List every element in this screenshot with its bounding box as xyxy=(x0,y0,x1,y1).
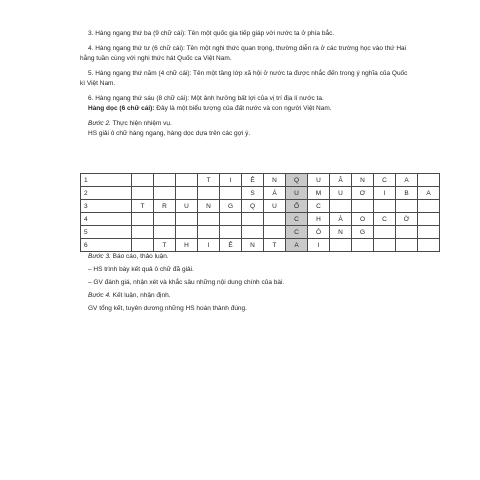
grid-row xyxy=(81,187,440,200)
grid-cell: N xyxy=(264,174,286,187)
grid-cell: A xyxy=(418,187,440,200)
clue-row-3: 3. Hàng ngang thứ ba (9 chữ cái): Tên một quốc gia tiếp giáp với nước ta ở phía bắc. xyxy=(88,30,335,37)
grid-cell: I xyxy=(374,187,396,200)
step-3-item-2: – GV đánh giá, nhận xét và khắc sâu những nội dung chính của bài. xyxy=(88,279,285,286)
grid-cell: B xyxy=(396,187,418,200)
grid-cell xyxy=(198,226,220,239)
grid-cell: Q xyxy=(242,200,264,213)
grid-cell: U xyxy=(308,174,330,187)
step-3-text: Báo cáo, thảo luận. xyxy=(110,253,169,260)
grid-cell: C xyxy=(286,226,308,239)
grid-cell: S xyxy=(242,187,264,200)
grid-cell: N xyxy=(330,226,352,239)
grid-cell: G xyxy=(352,226,374,239)
grid-cell: C xyxy=(374,174,396,187)
grid-cell xyxy=(352,200,374,213)
grid-cell xyxy=(352,239,374,252)
grid-cell xyxy=(132,187,154,200)
grid-cell xyxy=(198,187,220,200)
grid-cell: N xyxy=(242,239,264,252)
step-4-text: Kết luận, nhận định. xyxy=(110,292,171,299)
grid-row xyxy=(81,200,440,213)
step-3-label: Bước 3. xyxy=(88,253,111,260)
grid-cell: R xyxy=(154,200,176,213)
grid-cell: I xyxy=(308,239,330,252)
grid-cell xyxy=(220,226,242,239)
grid-cell xyxy=(264,226,286,239)
grid-cell: U xyxy=(264,200,286,213)
grid-cell xyxy=(132,213,154,226)
grid-row-number: 2 xyxy=(81,187,132,200)
grid-cell xyxy=(154,226,176,239)
step-4-label: Bước 4. xyxy=(88,292,111,299)
grid-cell: I xyxy=(220,174,242,187)
grid-cell xyxy=(176,174,198,187)
grid-cell xyxy=(396,200,418,213)
grid-intro: HS giải ô chữ hàng ngang, hàng dọc dựa trên các gợi ý. xyxy=(88,130,251,137)
grid-row-number: 5 xyxy=(81,226,132,239)
grid-cell xyxy=(176,187,198,200)
grid-cell: Ô xyxy=(308,226,330,239)
grid-cell xyxy=(396,239,418,252)
grid-row-number: 3 xyxy=(81,200,132,213)
grid-row xyxy=(81,226,440,239)
grid-cell xyxy=(154,187,176,200)
grid-cell: A xyxy=(286,239,308,252)
grid-row-number: 6 xyxy=(81,239,132,252)
grid-cell xyxy=(418,226,440,239)
grid-cell xyxy=(374,200,396,213)
grid-cell xyxy=(132,174,154,187)
grid-cell xyxy=(176,213,198,226)
grid-cell xyxy=(396,226,418,239)
clue-row-6: 6. Hàng ngang thứ sáu (8 chữ cái): Một ảnh hưởng bất lợi của vị trí địa lí nước ta. xyxy=(88,95,324,102)
grid-cell: T xyxy=(198,174,220,187)
clue-vertical xyxy=(80,104,410,114)
grid-cell: Á xyxy=(264,187,286,200)
instructions-block xyxy=(80,29,410,139)
grid-cell: Ờ xyxy=(396,213,418,226)
grid-cell xyxy=(220,213,242,226)
grid-row xyxy=(81,213,440,226)
step-4 xyxy=(80,291,410,301)
grid-cell xyxy=(330,239,352,252)
grid-row-number: 1 xyxy=(81,174,132,187)
grid-cell: C xyxy=(308,200,330,213)
grid-row xyxy=(81,174,440,187)
clue-vertical-label: Hàng dọc (6 chữ cái): xyxy=(88,105,155,112)
grid-cell: I xyxy=(198,239,220,252)
step-3-item-1: – HS trình bày kết quả ô chữ đã giải. xyxy=(88,266,194,273)
conclusion: GV tổng kết, tuyên dương những HS hoàn thành đúng. xyxy=(88,305,247,312)
grid-cell: U xyxy=(286,187,308,200)
clue-row-5: 5. Hàng ngang thứ năm (4 chữ cái): Tên một tầng lớp xã hội ở nước ta được nhắc đến trong ý nghĩa của Quốc kì Việt Nam. xyxy=(80,70,408,87)
grid-cell: À xyxy=(330,213,352,226)
grid-cell xyxy=(220,187,242,200)
grid-cell: H xyxy=(176,239,198,252)
grid-cell: N xyxy=(352,174,374,187)
grid-cell: C xyxy=(374,213,396,226)
grid-cell xyxy=(418,200,440,213)
grid-cell: U xyxy=(176,200,198,213)
step-3 xyxy=(80,252,410,262)
grid-cell: Ê xyxy=(242,174,264,187)
grid-row-number: 4 xyxy=(81,213,132,226)
grid-row xyxy=(81,239,440,252)
grid-cell: G xyxy=(220,200,242,213)
grid-cell: Ố xyxy=(286,200,308,213)
grid-cell xyxy=(198,213,220,226)
step-2-label: Bước 2. xyxy=(88,120,111,127)
grid-cell xyxy=(132,226,154,239)
grid-cell: T xyxy=(132,200,154,213)
grid-cell: M xyxy=(308,187,330,200)
grid-cell xyxy=(176,226,198,239)
grid-cell: U xyxy=(330,187,352,200)
grid-cell: N xyxy=(198,200,220,213)
clue-vertical-text: Đây là một biểu tượng của đất nước và con người Việt Nam. xyxy=(154,105,332,112)
grid-cell xyxy=(374,239,396,252)
grid-cell: H xyxy=(308,213,330,226)
grid-cell xyxy=(242,213,264,226)
grid-cell xyxy=(374,226,396,239)
grid-cell xyxy=(154,174,176,187)
after-block xyxy=(80,252,410,317)
grid-cell: Ơ xyxy=(352,187,374,200)
grid-cell: T xyxy=(154,239,176,252)
grid-cell xyxy=(242,226,264,239)
grid-cell xyxy=(154,213,176,226)
grid-cell: Â xyxy=(330,174,352,187)
grid-cell xyxy=(418,174,440,187)
grid-cell: A xyxy=(396,174,418,187)
crossword-grid xyxy=(80,173,440,252)
grid-cell xyxy=(418,213,440,226)
grid-cell: Ê xyxy=(220,239,242,252)
grid-cell: O xyxy=(352,213,374,226)
grid-cell: Q xyxy=(286,174,308,187)
grid-cell xyxy=(418,239,440,252)
grid-cell xyxy=(132,239,154,252)
grid-cell xyxy=(264,213,286,226)
clue-row-4: 4. Hàng ngang thứ tư (6 chữ cái): Tên một nghi thức quan trọng, thường diễn ra ở các trường học vào thứ Hai hằng tuần cùng với nghi thức hát Quốc ca Việt Nam. xyxy=(80,45,407,62)
grid-cell xyxy=(330,200,352,213)
step-2 xyxy=(80,119,410,129)
step-2-text: Thực hiện nhiệm vụ. xyxy=(110,120,172,127)
grid-cell: C xyxy=(286,213,308,226)
grid-cell: T xyxy=(264,239,286,252)
